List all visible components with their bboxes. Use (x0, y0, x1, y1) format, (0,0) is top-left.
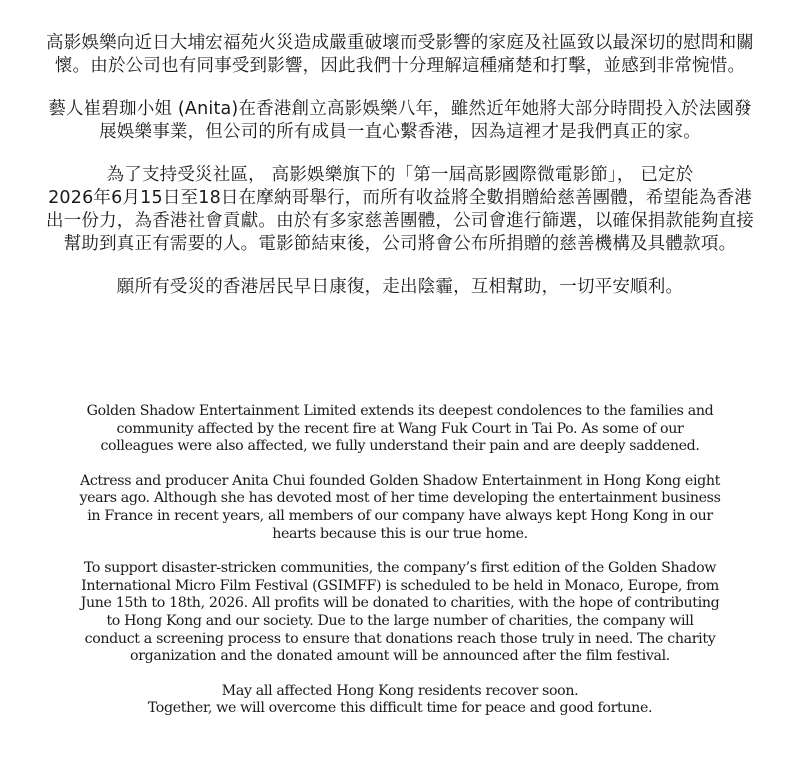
text-line: in France in recent years, all members of our company have always kept Hong Kong in our (87, 507, 713, 524)
text-line: Together, we will overcome this difficult time for peace and good fortune. (147, 700, 653, 717)
text-line: 高影娛樂向近日大埔宏福苑火災造成嚴重破壞而受影響的家庭及社區致以最深切的慰問和關 (46, 33, 754, 53)
zh-paragraph-wishes (0, 276, 800, 299)
en-paragraph-founder (0, 473, 800, 543)
text-line: 幫助到真正有需要的人。電影節結束後，公司將會公布所捐贈的慈善機構及具體款項。 (63, 234, 737, 254)
chinese-statement (0, 32, 800, 319)
text-line: organization and the donated amount will be announced after the film festival. (130, 648, 670, 665)
text-line: Golden Shadow Entertainment Limited extends its deepest condolences to the families and (86, 403, 714, 419)
text-line: 2026年6月15日至18日在摩納哥舉行，而所有收益將全數捐贈給慈善團體，希望能為香港 (48, 188, 752, 208)
english-statement (0, 403, 800, 735)
text-line: 願所有受災的香港居民早日康復，走出陰霾，互相幫助，一切平安順利。 (116, 277, 684, 297)
text-line: 懷。由於公司也有同事受到影響，因此我們十分理解這種痛楚和打擊，並感到非常惋惜。 (54, 56, 746, 76)
text-line: 為了支持受災社區， 高影娛樂旗下的「第一屆高影國際微電影節」， 已定於 (106, 165, 694, 185)
en-paragraph-festival (0, 560, 800, 666)
text-line: 展娛樂事業，但公司的所有成員一直心繫香港，因為這裡才是我們真正的家。 (99, 122, 701, 142)
text-line: 出一份力，為香港社會貢獻。由於有多家慈善團體，公司會進行篩選，以確保捐款能夠直接 (46, 211, 754, 231)
text-line: conduct a screening process to ensure that donations reach those truly in need. The charity (84, 630, 716, 647)
zh-paragraph-condolences (0, 32, 800, 78)
text-line: May all affected Hong Kong residents recover soon. (221, 682, 579, 699)
text-line: 藝人崔碧珈小姐 (Anita)在香港創立高影娛樂八年，雖然近年她將大部分時間投入於法國發 (48, 99, 752, 119)
text-line: Actress and producer Anita Chui founded Golden Shadow Entertainment in Hong Kong eight (79, 472, 721, 489)
text-line: International Micro Film Festival (GSIMFF) is scheduled to be held in Monaco, Europe, from (81, 577, 719, 594)
zh-paragraph-founder (0, 98, 800, 144)
text-line: to Hong Kong and our society. Due to the large number of charities, the company will (106, 612, 694, 629)
text-line: June 15th to 18th, 2026. All profits will be donated to charities, with the hope of contributing (80, 595, 720, 612)
text-line: years ago. Although she has devoted most of her time developing the entertainment business (79, 490, 721, 507)
text-line: colleagues were also affected, we fully understand their pain and are deeply saddened. (100, 438, 700, 455)
text-line: community affected by the recent fire at Wang Fuk Court in Tai Po. As some of our (116, 420, 684, 437)
en-paragraph-wishes (0, 683, 800, 718)
text-line: hearts because this is our true home. (272, 525, 528, 542)
zh-paragraph-festival (0, 164, 800, 256)
text-line: To support disaster-stricken communities, the company’s first edition of the Golden Shadow (83, 560, 717, 577)
en-paragraph-condolences (0, 403, 800, 456)
